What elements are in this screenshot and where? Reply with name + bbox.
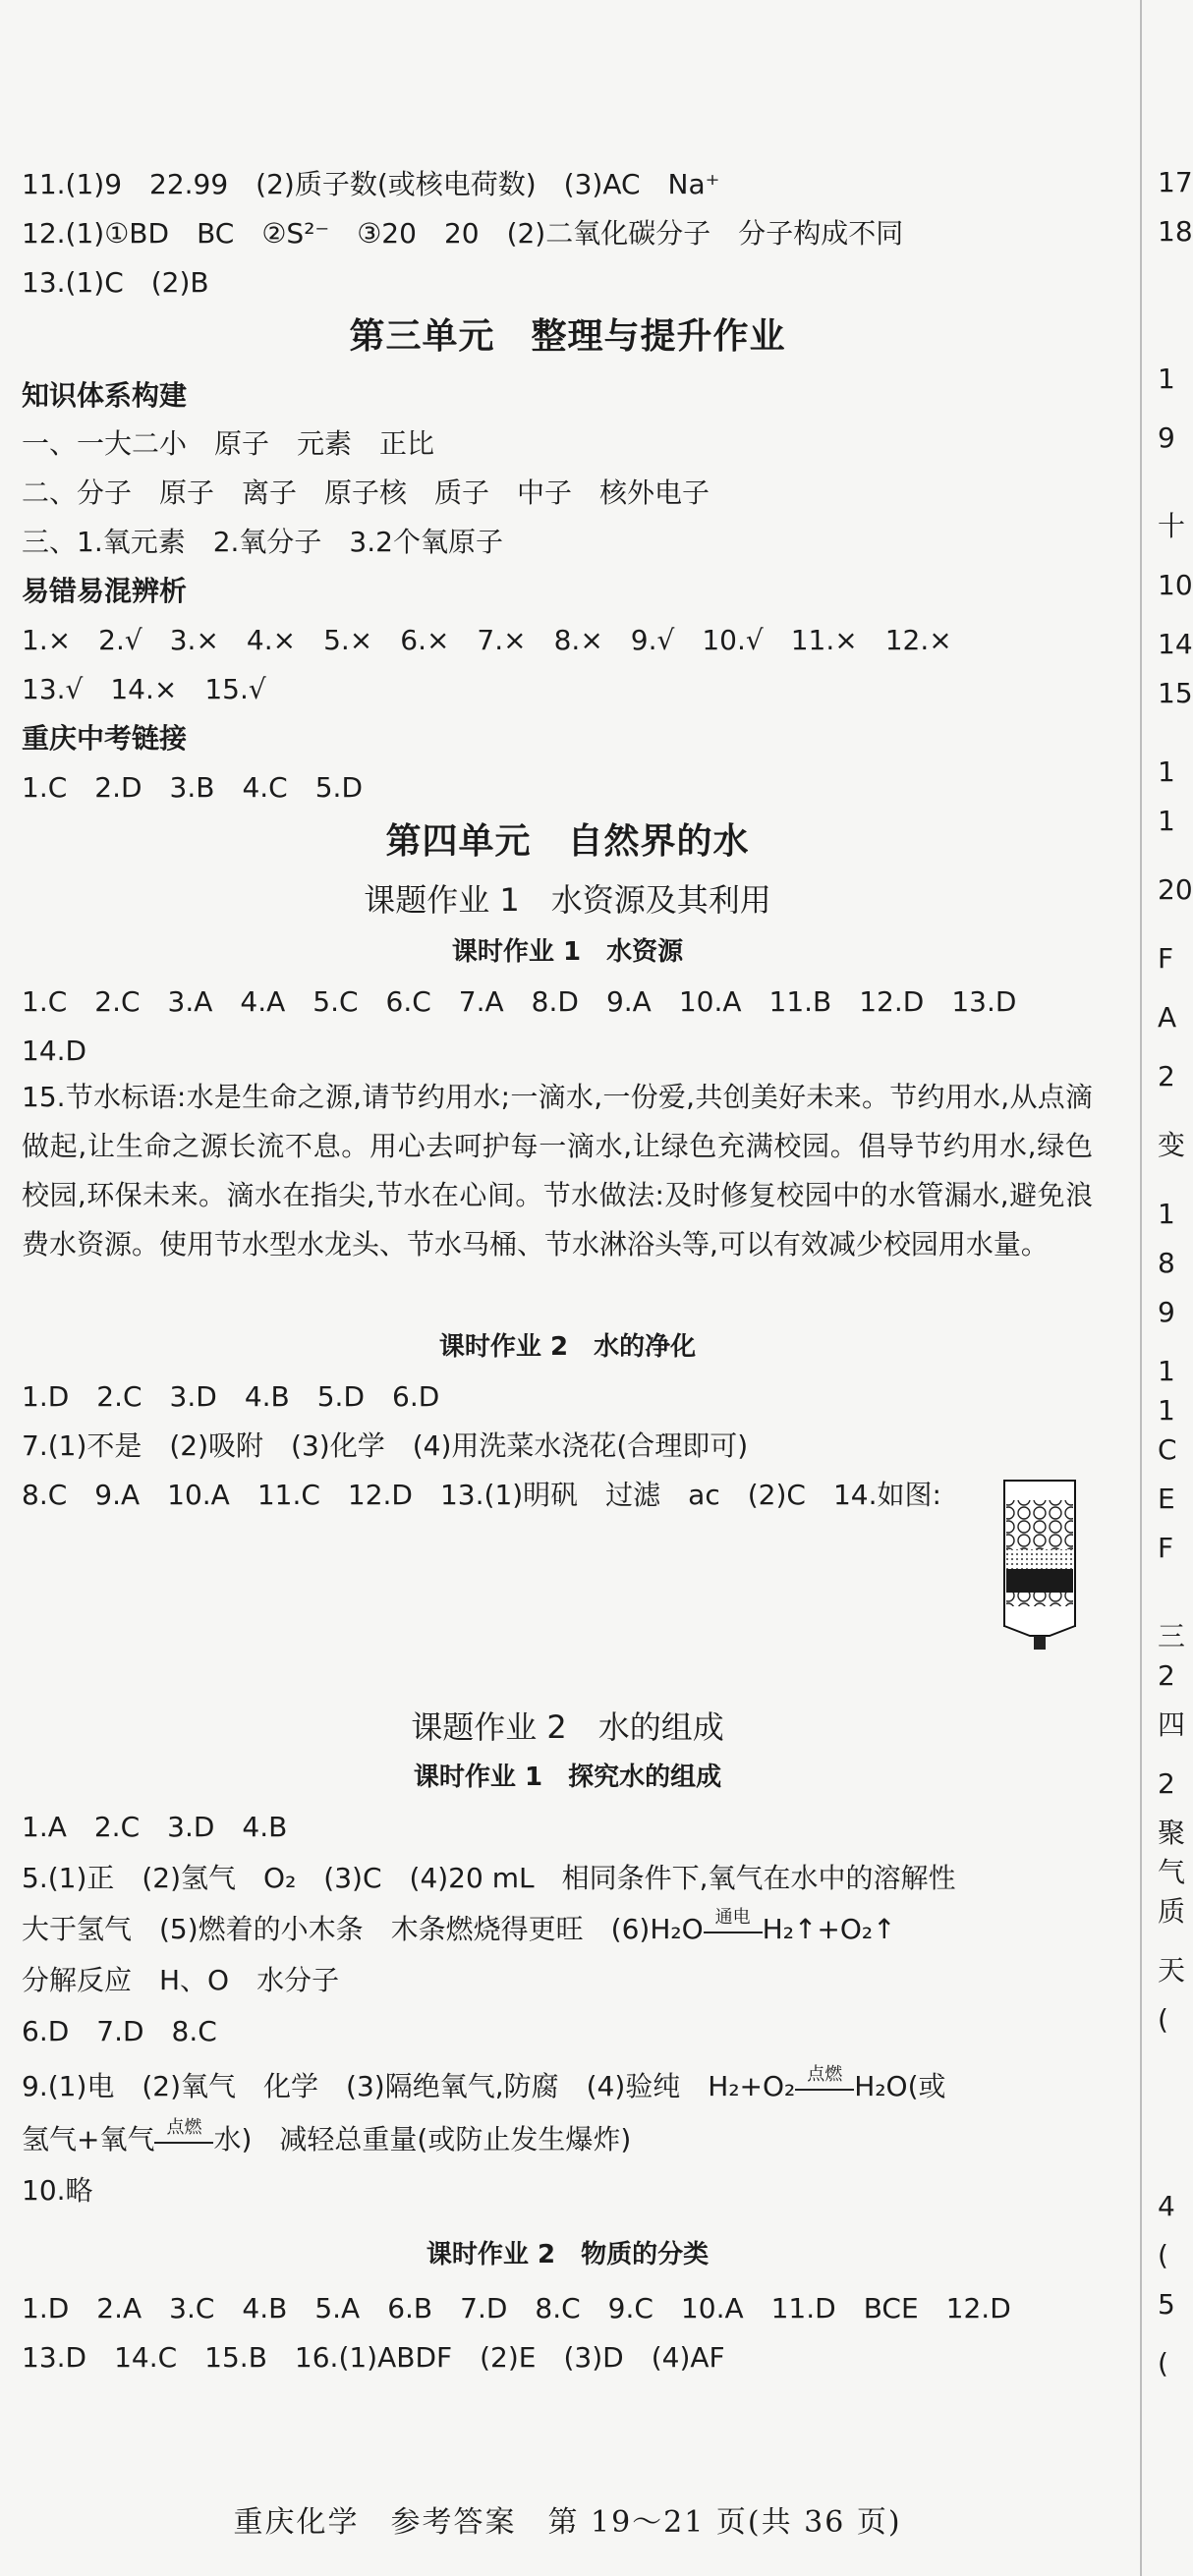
right-column-fragment: 2 (1158, 1659, 1175, 1692)
right-column-fragment: 1 (1158, 363, 1175, 395)
right-column-fragment: 天 (1158, 1954, 1186, 1987)
right-column-fragment: 17 (1158, 166, 1193, 198)
unit3-exam-line-1: 1.C 2.D 3.B 4.C 5.D (22, 771, 364, 804)
right-column-fragment: 气 (1158, 1856, 1186, 1888)
topic1-lesson1-title: 课时作业 1 水资源 (451, 937, 684, 967)
unit4-topic2-title: 课题作业 2 水的组成 (411, 1708, 724, 1746)
right-column-fragment: ( (1158, 2239, 1168, 2271)
right-column-fragment: 聚 (1158, 1817, 1186, 1849)
topic2-lesson1-line-1: 1.A 2.C 3.D 4.B (22, 1811, 288, 1843)
right-column-fragment: 8 (1158, 1247, 1175, 1279)
right-column-fragment: 5 (1158, 2288, 1175, 2321)
topic2-lesson1-line-6 (22, 2064, 1112, 2106)
page-footer: 重庆化学 参考答案 第 19～21 页(共 36 页) (233, 2505, 902, 2540)
unit3-section-mistakes: 易错易混辨析 (22, 575, 188, 607)
topic1-lesson1-line-2: 14.D (22, 1035, 87, 1067)
right-column-fragment: E (1158, 1483, 1175, 1515)
unit4-topic1-title: 课题作业 1 水资源及其利用 (364, 881, 771, 919)
topic2-lesson1-line-4: 分解反应 H、O 水分子 (22, 1964, 340, 1996)
right-column-fragment: ( (1158, 2347, 1168, 2380)
right-column-fragment: 10 (1158, 569, 1193, 601)
answer-line-13: 13.(1)C (2)B (22, 266, 209, 299)
topic1-lesson1-answer-15: 15.节水标语:水是生命之源,请节约用水;一滴水,一份爱,共创美好未来。节约用水,从点滴做起,让生命之源长流不息。用心去呵护每一滴水,让绿色充满校园。倡导节约用水,绿色校园,环保未来。滴水在指尖,节水在心间。节水做法:及时修复校园中的水管漏水,避免浪费水资源。使用节水型水龙头、节水马桶、节水淋浴头等,可以有效减少校园用水量。 (22, 1081, 1093, 1260)
unit3-mistakes-line-1: 1.× 2.√ 3.× 4.× 5.× 6.× 7.× 8.× 9.√ 10.√ 11.× 12.× (22, 624, 952, 656)
right-column-fragment: 2 (1158, 1060, 1175, 1092)
reaction-arrow (154, 2117, 213, 2144)
right-column-fragment: 三 (1158, 1620, 1186, 1652)
right-column-fragment: F (1158, 942, 1174, 975)
topic1-lesson2-line-2: 7.(1)不是 (2)吸附 (3)化学 (4)用洗菜水浇花(合理即可) (22, 1429, 749, 1462)
reaction-condition: 点燃 (166, 2117, 202, 2138)
reaction-arrow (795, 2064, 854, 2091)
topic1-lesson1-line-1: 1.C 2.C 3.A 4.A 5.C 6.C 7.A 8.D 9.A 10.A 11.B 12.D 13.D (22, 985, 1017, 1018)
right-column-fragment: A (1158, 1001, 1177, 1034)
unit4-title: 第四单元 自然界的水 (385, 821, 750, 862)
right-column-fragment: 2 (1158, 1767, 1175, 1800)
right-column-fragment: 4 (1158, 2190, 1175, 2222)
unit3-section-exam: 重庆中考链接 (22, 722, 188, 755)
topic2-lesson2-line-2: 13.D 14.C 15.B 16.(1)ABDF (2)E (3)D (4)AF (22, 2341, 725, 2374)
unit3-section-knowledge: 知识体系构建 (22, 379, 188, 412)
word-equation-prefix: 氢气+氧气 (22, 2123, 155, 2156)
electrolysis-equation-prefix: 大于氢气 (5)燃着的小木条 木条燃烧得更旺 (6)H₂O (22, 1913, 704, 1945)
reaction-arrow (704, 1907, 763, 1933)
unit3-knowledge-line-2: 二、分子 原子 离子 原子核 质子 中子 核外电子 (22, 476, 710, 509)
reaction-condition: 通电 (714, 1907, 751, 1928)
topic1-lesson2-title: 课时作业 2 水的净化 (438, 1332, 697, 1362)
right-column-fragment: 15 (1158, 677, 1193, 709)
word-equation-products: 水) 减轻总重量(或防止发生爆炸) (213, 2123, 632, 2156)
topic2-lesson2-line-1: 1.D 2.A 3.C 4.B 5.A 6.B 7.D 8.C 9.C 10.A 11.D BCE 12.D (22, 2292, 1011, 2324)
right-column-fragment: 1 (1158, 1355, 1175, 1387)
topic2-lesson1-line-8: 10.略 (22, 2174, 93, 2207)
answer-line-12: 12.(1)①BD BC ②S²⁻ ③20 20 (2)二氧化碳分子 分子构成不同 (22, 217, 904, 250)
topic2-lesson1-line-2: 5.(1)正 (2)氢气 O₂ (3)C (4)20 mL 相同条件下,氧气在水中的溶解性 (22, 1862, 956, 1894)
right-column-fragment: F (1158, 1532, 1174, 1564)
water-filter-figure (1000, 1479, 1079, 1655)
right-column-fragment: 质 (1158, 1895, 1186, 1928)
topic2-lesson1-line-7 (22, 2117, 1112, 2159)
topic2-lesson2-title: 课时作业 2 物质的分类 (426, 2240, 710, 2269)
right-column-fragment: 1 (1158, 1394, 1175, 1427)
right-column-fragment: 1 (1158, 1198, 1175, 1230)
right-column-fragment: 20 (1158, 873, 1193, 906)
right-column-fragment: 1 (1158, 805, 1175, 837)
reaction-condition: 点燃 (807, 2064, 843, 2085)
answer-line-11: 11.(1)9 22.99 (2)质子数(或核电荷数) (3)AC Na⁺ (22, 168, 720, 200)
right-column-fragment: 9 (1158, 421, 1175, 454)
topic1-lesson2-line-3: 8.C 9.A 10.A 11.C 12.D 13.(1)明矾 过滤 ac (2)C 14.如图: (22, 1479, 941, 1511)
topic2-lesson1-title: 课时作业 1 探究水的组成 (413, 1763, 722, 1792)
right-column-fragment: 变 (1158, 1129, 1186, 1161)
combustion-equation-prefix: 9.(1)电 (2)氧气 化学 (3)隔绝氧气,防腐 (4)验纯 H₂+O₂ (22, 2070, 796, 2102)
right-column-fragment: C (1158, 1433, 1177, 1466)
unit3-knowledge-line-3: 三、1.氧元素 2.氧分子 3.2个氧原子 (22, 526, 503, 558)
unit3-title: 第三单元 整理与提升作业 (349, 316, 786, 357)
unit3-knowledge-line-1: 一、一大二小 原子 元素 正比 (22, 427, 435, 460)
topic2-lesson1-line-5: 6.D 7.D 8.C (22, 2015, 217, 2047)
right-column-fragment: 1 (1158, 756, 1175, 788)
right-column-fragment: 四 (1158, 1708, 1186, 1741)
right-column-fragment: 9 (1158, 1296, 1175, 1328)
topic2-lesson1-line-3 (22, 1907, 1112, 1949)
combustion-equation-products: H₂O(或 (854, 2070, 946, 2102)
topic1-lesson2-line-1: 1.D 2.C 3.D 4.B 5.D 6.D (22, 1380, 440, 1413)
right-column-fragment: 14 (1158, 628, 1193, 660)
electrolysis-equation-products: H₂↑+O₂↑ (762, 1913, 896, 1945)
unit3-mistakes-line-2: 13.√ 14.× 15.√ (22, 673, 266, 705)
right-column-fragment: 十 (1158, 510, 1186, 542)
right-column-fragment: 18 (1158, 215, 1193, 248)
right-column-fragment: ( (1158, 2003, 1168, 2036)
